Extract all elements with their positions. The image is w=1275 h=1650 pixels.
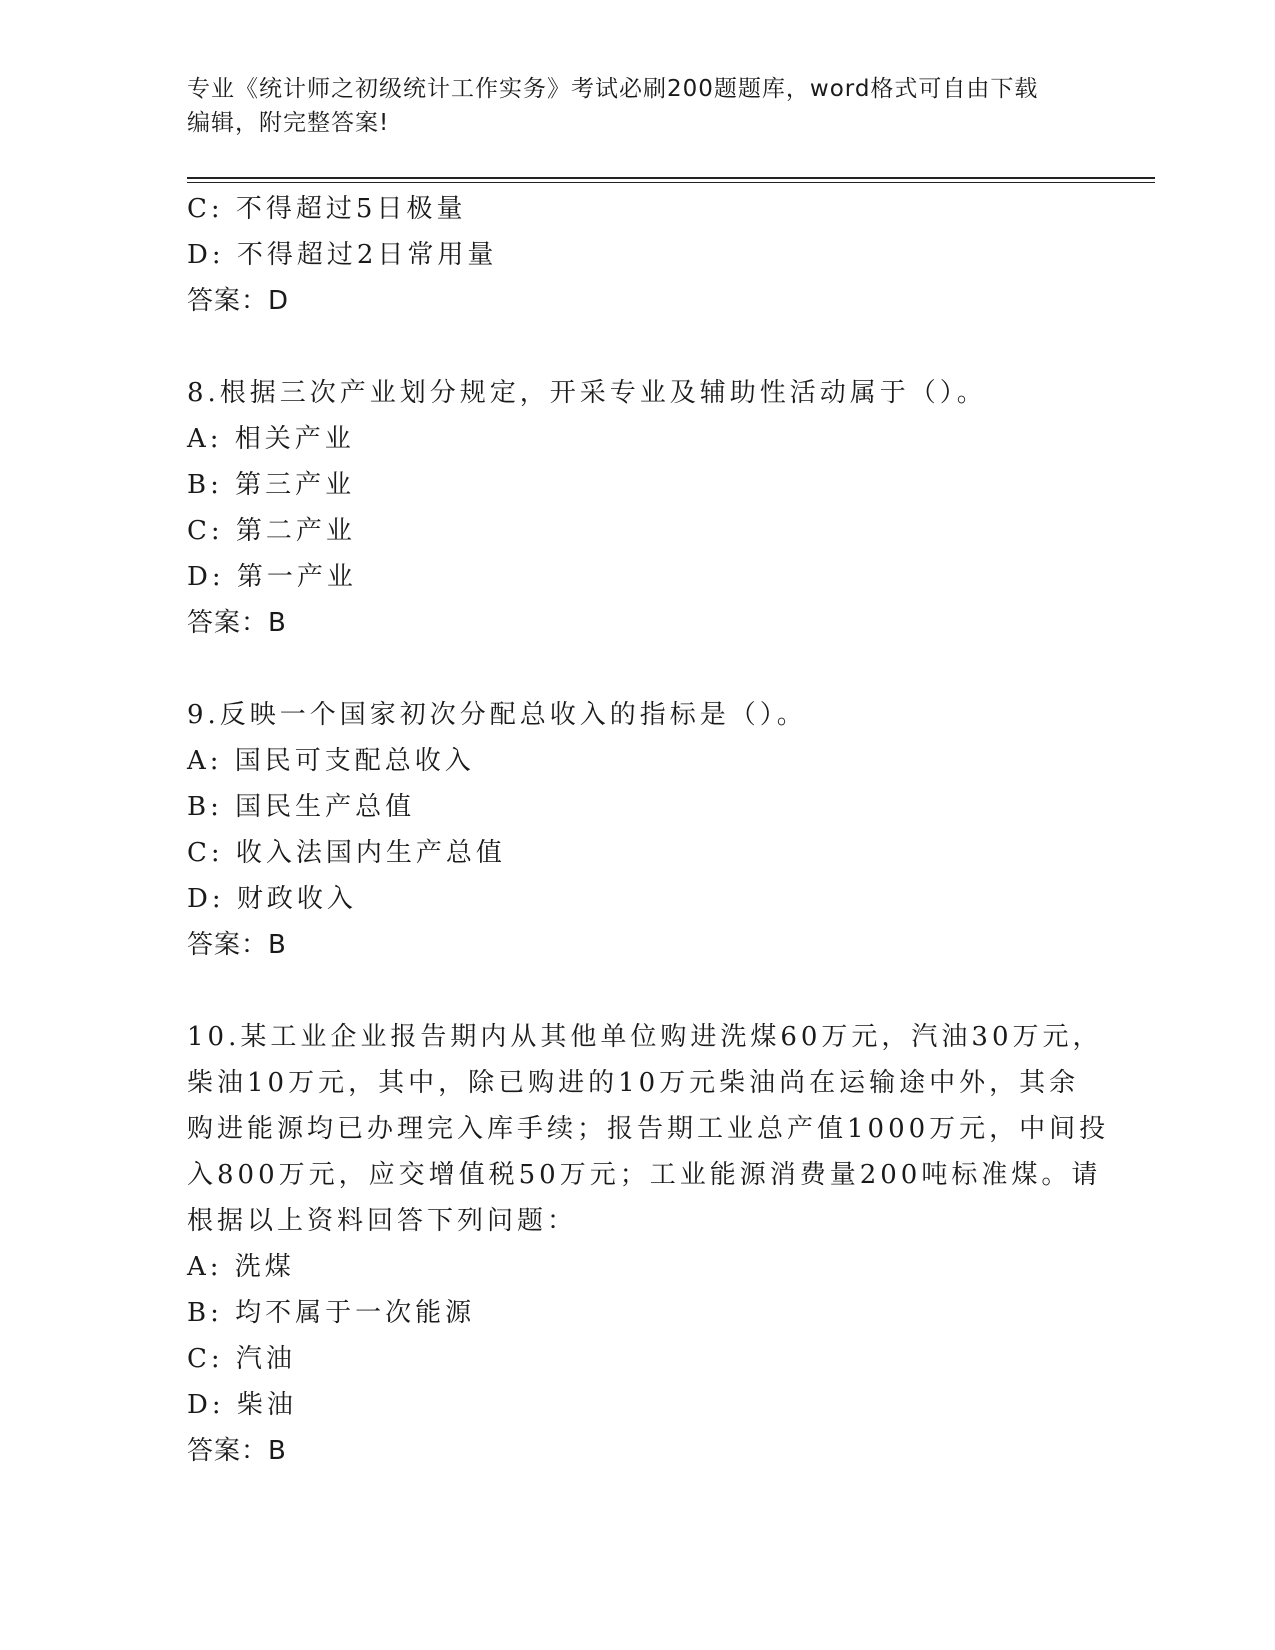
option-d: D: 柴油 — [187, 1390, 297, 1420]
question-stem-line-3: 购进能源均已办理完入库手续；报告期工业总产值1000万元，中间投 — [187, 1114, 1110, 1144]
option-c: C: 收入法国内生产总值 — [187, 838, 506, 868]
question-stem-line-5: 根据以上资料回答下列问题： — [187, 1206, 578, 1236]
question-stem-line-2: 柴油10万元，其中，除已购进的10万元柴油尚在运输途中外，其余 — [187, 1068, 1080, 1098]
option-c: C: 汽油 — [187, 1344, 296, 1374]
option-c: C: 第二产业 — [187, 516, 356, 546]
question-9 — [187, 692, 1087, 968]
question-content — [187, 186, 1110, 1474]
option-b: B: 国民生产总值 — [187, 792, 416, 822]
option-d: D: 不得超过2日常用量 — [187, 240, 498, 270]
option-a: A: 国民可支配总收入 — [187, 746, 475, 776]
document-header — [187, 72, 1087, 140]
spacer — [187, 646, 1087, 692]
option-b: B: 第三产业 — [187, 470, 356, 500]
option-a: A: 相关产业 — [187, 424, 355, 454]
answer-label: 答案：B — [187, 1436, 287, 1466]
question-stem-line-4: 入800万元，应交增值税50万元；工业能源消费量200吨标准煤。请 — [187, 1160, 1102, 1190]
question-8 — [187, 370, 1087, 646]
answer-label: 答案：D — [187, 286, 290, 316]
header-line-1: 专业《统计师之初级统计工作实务》考试必刷200题题库，word格式可自由下载 — [187, 76, 1039, 102]
option-c: C: 不得超过5日极量 — [187, 194, 467, 224]
question-10 — [187, 1014, 1110, 1474]
header-line-2: 编辑，附完整答案! — [187, 110, 390, 136]
header-divider-thick — [187, 177, 1155, 179]
option-d: D: 第一产业 — [187, 562, 357, 592]
answer-label: 答案：B — [187, 608, 287, 638]
question-stem: 8.根据三次产业划分规定，开采专业及辅助性活动属于（）。 — [187, 378, 987, 408]
question-stem-line-1: 10.某工业企业报告期内从其他单位购进洗煤60万元，汽油30万元， — [187, 1022, 1103, 1052]
answer-label: 答案：B — [187, 930, 287, 960]
header-divider-thin — [187, 182, 1155, 183]
option-b: B: 均不属于一次能源 — [187, 1298, 476, 1328]
option-a: A: 洗煤 — [187, 1252, 295, 1282]
spacer — [187, 324, 1087, 370]
question-stem: 9.反映一个国家初次分配总收入的指标是（）。 — [187, 700, 807, 730]
option-d: D: 财政收入 — [187, 884, 357, 914]
question-7-tail — [187, 186, 1087, 324]
spacer — [187, 968, 1087, 1014]
